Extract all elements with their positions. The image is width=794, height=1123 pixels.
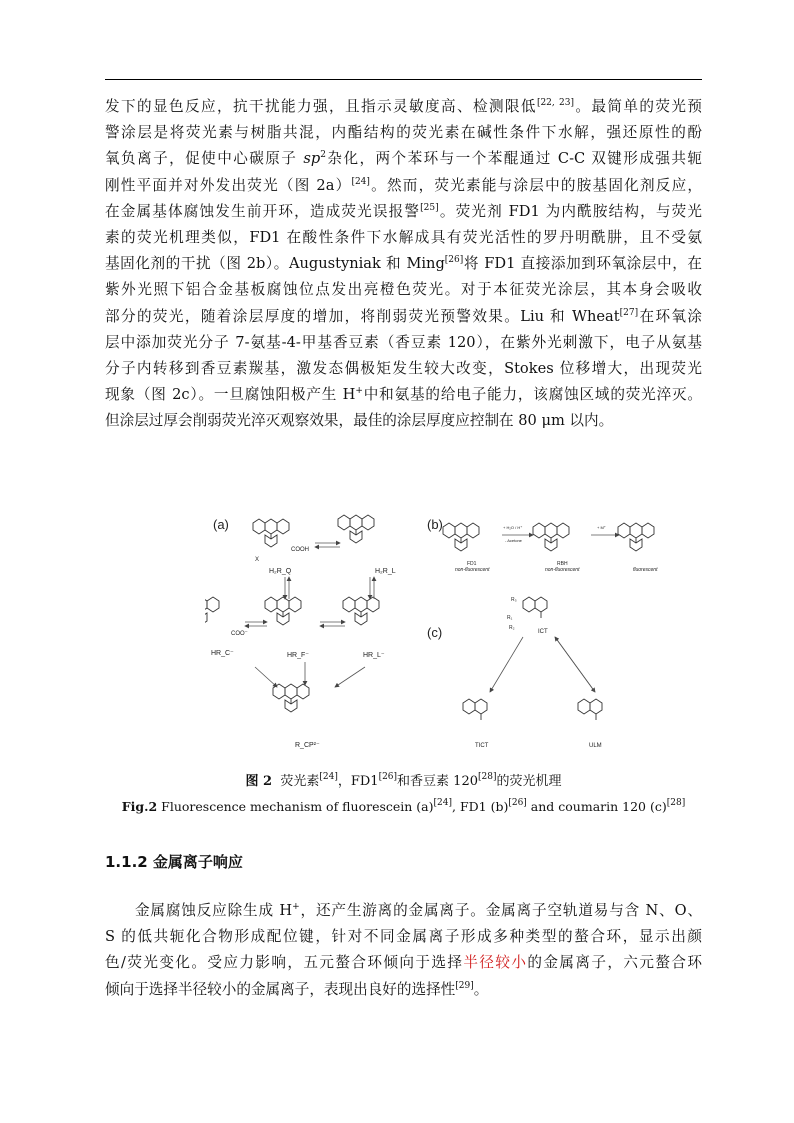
structure-rcp xyxy=(273,684,309,712)
label-rbh: RBH xyxy=(557,561,568,567)
structure-rbh xyxy=(533,523,569,551)
label-ict: ICT xyxy=(538,629,548,635)
body-paragraph-2 xyxy=(105,898,702,1003)
reaction-arrows-c xyxy=(490,637,595,692)
label-hrl: HR_L⁻ xyxy=(363,652,385,659)
text-line: 倾向于选择半径较小的金属离子，表现出良好的选择性[29]。 xyxy=(105,980,489,998)
label-arrow1-bot: - Acetone xyxy=(505,538,522,543)
text-line: 部分的荧光，随着涂层厚度的增加，将削弱荧光预警效果。Liu 和 Wheat[27]在环氧涂 xyxy=(105,307,702,325)
label-hrf: HR_F⁻ xyxy=(287,652,309,659)
text-line: 在金属基体腐蚀发生前开环，造成荧光误报警[25]。荧光剂 FD1 为内酰胺结构，与荧光 xyxy=(105,202,702,220)
label-fd1-sub: non-fluorescent xyxy=(455,567,490,573)
label-ulm: ULM xyxy=(589,743,602,749)
structure-hrl xyxy=(343,597,379,625)
structure-fd1 xyxy=(443,523,479,551)
label-r3: R₃ xyxy=(511,597,517,603)
text-line: 但涂层过厚会削弱荧光淬灭观察效果，最佳的涂层厚度应控制在 80 μm 以内。 xyxy=(105,412,614,430)
structure-h2rl xyxy=(338,515,374,543)
label-coo: COO⁻ xyxy=(231,631,248,637)
label-rbh-sub: non-fluorescent xyxy=(545,567,580,573)
header-rule xyxy=(105,79,702,80)
text-line: 现象（图 2c）。一旦腐蚀阳极产生 H+中和氨基的给电子能力，该腐蚀区域的荧光淬灭。 xyxy=(105,386,702,404)
structure-tict xyxy=(463,699,487,720)
highlighted-text: 半径较小 xyxy=(463,954,528,972)
section-heading: 1.1.2 金属离子响应 xyxy=(105,853,243,871)
text-line: 警涂层是将荧光素与树脂共混，内酯结构的荧光素在碱性条件下水解，强还原性的酚 xyxy=(105,124,702,142)
text-line: S 的低共轭化合物形成配位键，针对不同金属离子形成多种类型的螯合环，显示出颜 xyxy=(105,928,702,946)
text-line: 层中添加荧光分子 7-氨基-4-甲基香豆素（香豆素 120），在紫外光刺激下，电子从氨基 xyxy=(105,333,702,351)
label-fd1: FD1 xyxy=(467,561,477,567)
label-rcp: R_CP²⁻ xyxy=(295,742,320,749)
text-line: 紫外光照下铝合金基板腐蚀位点发出亮橙色荧光。对于本征荧光涂层，其本身会吸收 xyxy=(105,281,702,299)
panel-label-c: (c) xyxy=(427,625,443,640)
structure-hrc xyxy=(205,597,219,625)
label-h2rq: H₂R_Q xyxy=(269,568,292,575)
label-tict: TICT xyxy=(475,743,489,749)
text-line: 发下的显色反应，抗干扰能力强，且指示灵敏度高、检测限低[22, 23]。最简单的荧光预 xyxy=(105,98,702,115)
text-line: 氧负离子，促使中心碳原子 $sp^2$杂化，两个苯环与一个苯醌通过 C-C 双键形成强共轭 xyxy=(105,150,703,168)
structure-hrf xyxy=(265,597,301,625)
label-hrc: HR_C⁻ xyxy=(211,650,234,657)
text-line: 基固化剂的干扰（图 2b）。Augustyniak 和 Ming[26]将 FD1 直接添加到环氧涂层中，在 xyxy=(105,255,703,273)
body-paragraph-1 xyxy=(105,94,702,435)
structure-rhodamine xyxy=(618,523,654,551)
figure-caption-cn: 图 2 荧光素[24]，FD1[26]和香豆素 120[28]的荧光机理 xyxy=(245,772,562,789)
label-arrow1-top: + H₂O / H⁺ xyxy=(503,525,523,530)
text-line: 金属腐蚀反应除生成 H+，还产生游离的金属离子。金属离子空轨道易与含 N、O、 xyxy=(135,902,702,919)
structure-h2rq xyxy=(253,519,289,547)
label-arrow2-top: + M⁺ xyxy=(597,525,606,530)
panel-label-b: (b) xyxy=(427,517,443,532)
figure-caption-en: Fig.2 Fluorescence mechanism of fluorescein (a)[24], FD1 (b)[26] and coumarin 120 (c)[28] xyxy=(121,798,686,814)
text-line: 色/荧光变化。受应力影响，五元螯合环倾向于选择半径较小的金属离子，六元螯合环 xyxy=(105,954,702,972)
label-x: X xyxy=(255,557,260,563)
label-rb-sub: fluorescent xyxy=(633,567,658,573)
structure-ulm xyxy=(578,699,602,720)
label-r1: R₁ xyxy=(507,615,513,621)
label-r2: R₂ xyxy=(509,625,515,631)
label-h2rl: H₂R_L xyxy=(375,568,396,575)
panel-label-a: (a) xyxy=(213,517,229,532)
structure-ict xyxy=(523,597,547,618)
text-line: 分子内转移到香豆素羰基，激发态偶极矩发生较大改变，Stokes 位移增大，出现荧光 xyxy=(105,360,702,378)
label-cooh: COOH xyxy=(291,547,309,553)
text-line: 刚性平面并对外发出荧光（图 2a）[24]。然而，荧光素能与涂层中的胺基固化剂反应， xyxy=(105,176,702,194)
text-line: 素的荧光机理类似，FD1 在酸性条件下水解成具有荧光活性的罗丹明酰肼，且不受氨 xyxy=(105,229,702,247)
figure-2-mechanism xyxy=(205,507,685,762)
